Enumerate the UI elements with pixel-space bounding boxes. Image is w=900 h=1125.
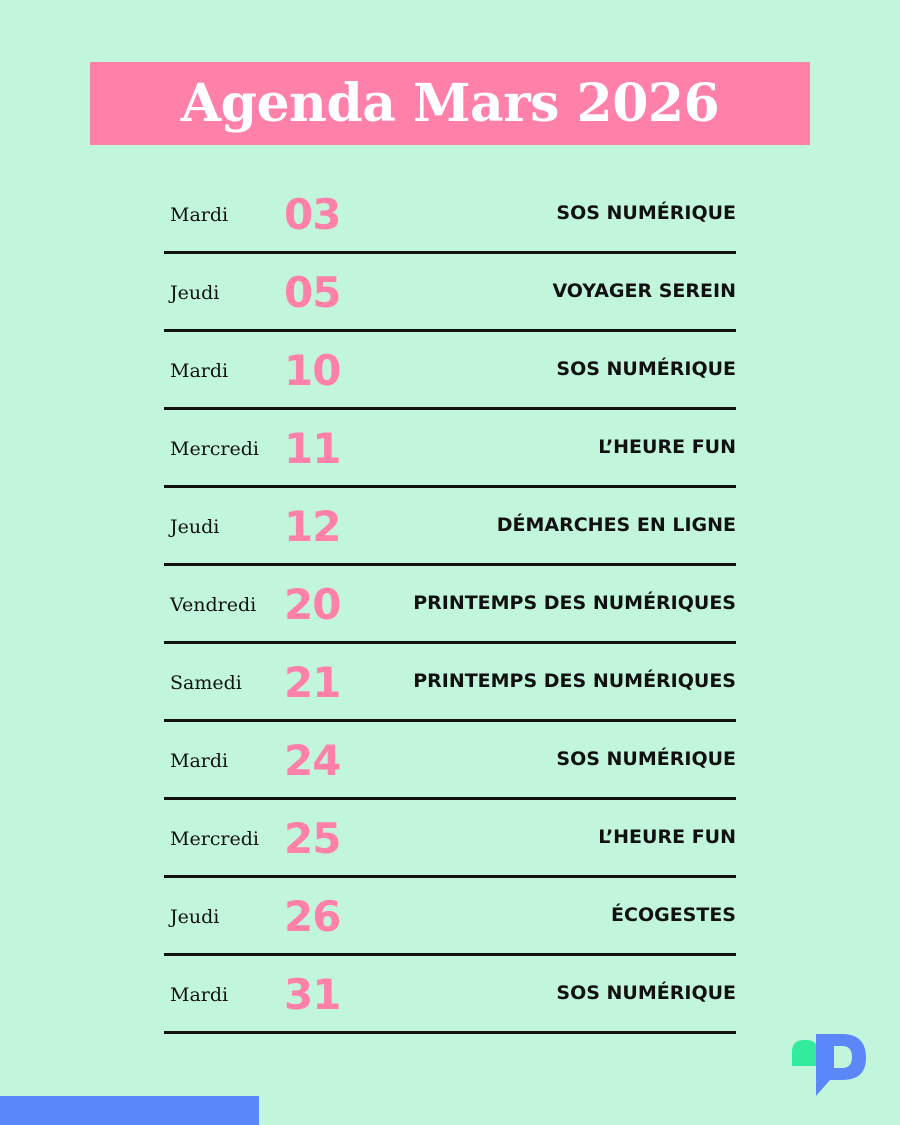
- agenda-row: [164, 176, 736, 254]
- agenda-day: Samedi: [170, 672, 242, 694]
- blue-accent-bar: [0, 1096, 259, 1125]
- agenda-day: Jeudi: [170, 906, 220, 928]
- agenda-event: L’HEURE FUN: [598, 436, 736, 458]
- agenda-event: SOS NUMÉRIQUE: [556, 982, 736, 1004]
- page-title: Agenda Mars 2026: [180, 73, 720, 134]
- agenda-date: 05: [284, 268, 341, 317]
- title-banner: [90, 62, 810, 145]
- agenda-row: [164, 566, 736, 644]
- agenda-row: [164, 722, 736, 800]
- agenda-date: 26: [284, 892, 341, 941]
- agenda-event: PRINTEMPS DES NUMÉRIQUES: [413, 670, 736, 692]
- agenda-row: [164, 254, 736, 332]
- agenda-event: L’HEURE FUN: [598, 826, 736, 848]
- agenda-event: SOS NUMÉRIQUE: [556, 202, 736, 224]
- agenda-event: DÉMARCHES EN LIGNE: [496, 514, 736, 536]
- agenda-row: [164, 956, 736, 1034]
- agenda-day: Mardi: [170, 984, 229, 1006]
- agenda-event: SOS NUMÉRIQUE: [556, 358, 736, 380]
- agenda-day: Jeudi: [170, 282, 220, 304]
- agenda-day: Mercredi: [170, 438, 259, 460]
- agenda-date: 25: [284, 814, 341, 863]
- agenda-date: 03: [284, 190, 341, 239]
- agenda-row: [164, 644, 736, 722]
- agenda-day: Mardi: [170, 204, 229, 226]
- agenda-row: [164, 878, 736, 956]
- agenda-event: PRINTEMPS DES NUMÉRIQUES: [413, 592, 736, 614]
- agenda-date: 21: [284, 658, 341, 707]
- agenda-row: [164, 410, 736, 488]
- agenda-day: Mardi: [170, 360, 229, 382]
- agenda-event: VOYAGER SEREIN: [552, 280, 736, 302]
- agenda-date: 20: [284, 580, 341, 629]
- agenda-row: [164, 332, 736, 410]
- agenda-event: SOS NUMÉRIQUE: [556, 748, 736, 770]
- agenda-day: Vendredi: [170, 594, 257, 616]
- agenda-date: 12: [284, 502, 341, 551]
- agenda-row: [164, 800, 736, 878]
- agenda-day: Jeudi: [170, 516, 220, 538]
- agenda-row: [164, 488, 736, 566]
- speech-bubble-p-logo-icon: [790, 1030, 870, 1100]
- agenda-date: 10: [284, 346, 341, 395]
- agenda-event: ÉCOGESTES: [611, 904, 736, 926]
- agenda-day: Mardi: [170, 750, 229, 772]
- agenda-date: 11: [284, 424, 341, 473]
- agenda-list: [164, 176, 736, 1034]
- agenda-date: 31: [284, 970, 341, 1019]
- agenda-day: Mercredi: [170, 828, 259, 850]
- agenda-date: 24: [284, 736, 341, 785]
